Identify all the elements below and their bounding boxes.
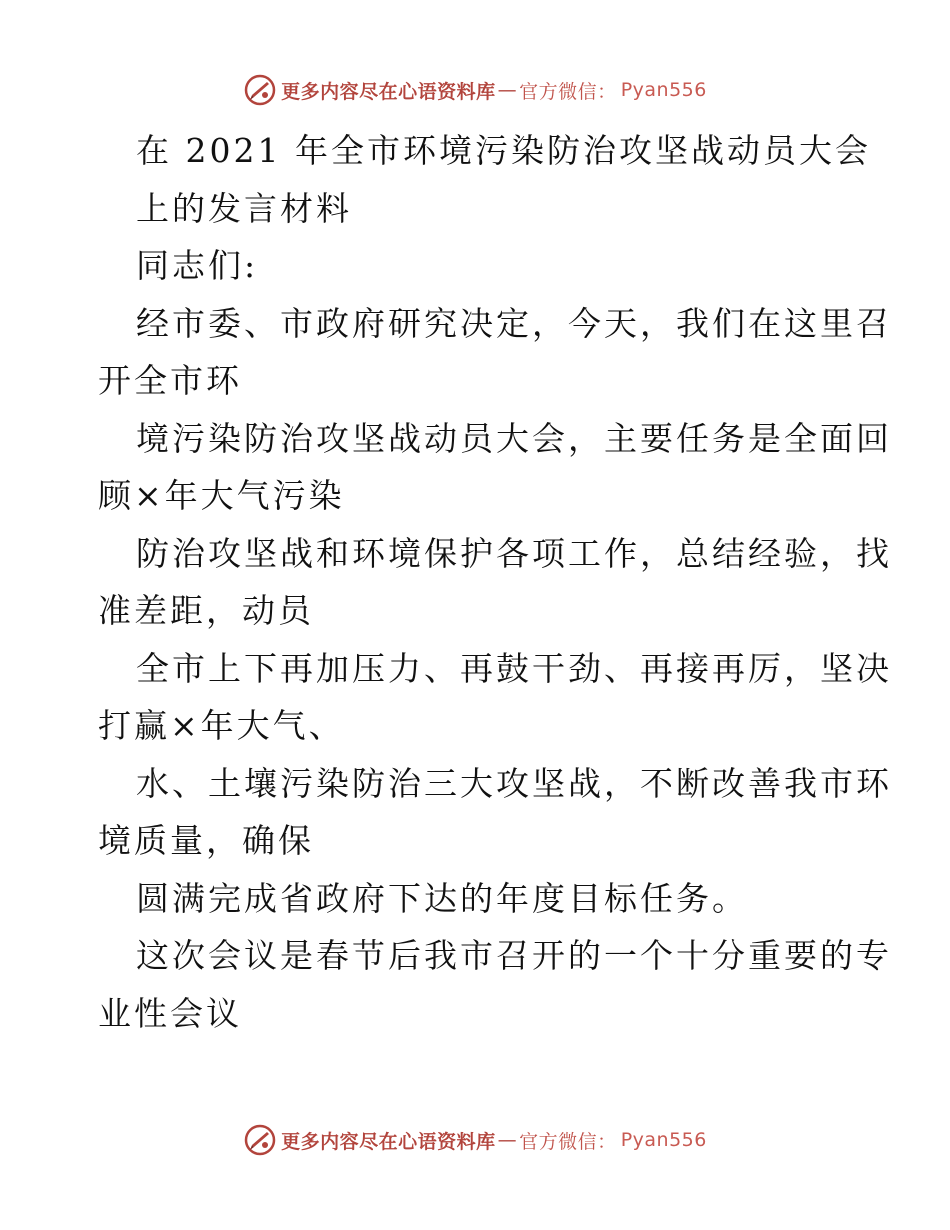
footer-banner bbox=[0, 1120, 950, 1160]
header-banner bbox=[0, 70, 950, 110]
document-line: 全市上下再加压力、再鼓干劲、再接再厉，坚决 bbox=[136, 648, 892, 688]
document-line: 上的发言材料 bbox=[136, 188, 352, 228]
document-body bbox=[98, 122, 892, 1042]
document-line: 圆满完成省政府下达的年度目标任务。 bbox=[136, 878, 748, 918]
document-line: 防治攻坚战和环境保护各项工作，总结经验，找 bbox=[136, 533, 892, 573]
brand-logo-icon bbox=[243, 1123, 277, 1157]
document-line: 打赢×年大气、 bbox=[98, 706, 345, 745]
document-line: 业性会议 bbox=[98, 993, 242, 1033]
document-line: 这次会议是春节后我市召开的一个十分重要的专 bbox=[136, 936, 892, 975]
banner-lead-text: 更多内容尽在心语资料库 bbox=[281, 80, 496, 103]
banner-wechat-label: 官方微信： bbox=[519, 1130, 617, 1153]
banner-wechat-id: Pyan556 bbox=[620, 79, 707, 101]
brand-logo-icon bbox=[243, 73, 277, 107]
document-line: 顾×年大气污染 bbox=[98, 476, 345, 515]
document-line: 经市委、市政府研究决定，今天，我们在这里召 bbox=[136, 303, 892, 343]
document-line: 同志们: bbox=[136, 246, 259, 285]
banner-dash: — bbox=[497, 79, 518, 101]
document-line: 开全市环 bbox=[98, 361, 242, 400]
document-line: 在 2021 年全市环境污染防治攻坚战动员大会 bbox=[136, 131, 871, 170]
document-line: 水、土壤污染防治三大攻坚战，不断改善我市环 bbox=[136, 763, 892, 803]
document-line: 境质量，确保 bbox=[98, 821, 314, 860]
banner-dash: — bbox=[497, 1129, 518, 1151]
banner-wechat-label: 官方微信： bbox=[519, 80, 617, 103]
document-line: 准差距，动员 bbox=[98, 591, 314, 630]
document-line: 境污染防治攻坚战动员大会，主要任务是全面回 bbox=[136, 418, 892, 458]
banner-wechat-id: Pyan556 bbox=[620, 1129, 707, 1151]
banner-lead-text: 更多内容尽在心语资料库 bbox=[281, 1130, 496, 1153]
